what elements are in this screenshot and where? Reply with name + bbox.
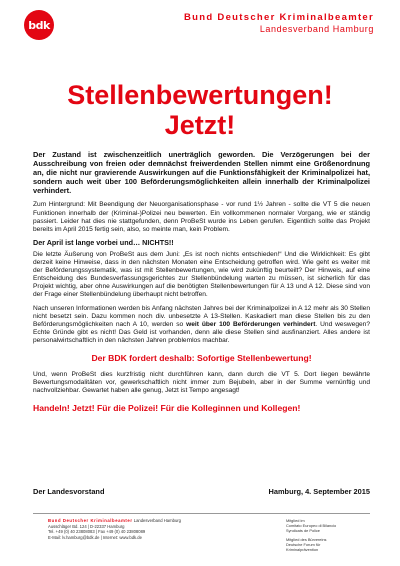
footer-email[interactable]: E-Mail: lv.hamburg@bdk.de | Internet: www.bdk.de <box>48 534 142 540</box>
title-line-2: Jetzt! <box>164 110 236 140</box>
paragraph-vt5: Und, wenn ProBeSt dies kurzfristig nicht durchführen kann, dann durch die VT 5. Dort liegen bewährte Bewertungsmodalitäten vor, gewerkschaftlich nicht immer zum Bejubeln, aber in der Summe vernünftig und nachvollziehbar. Gewartet haben alle genug, Jetzt ist Tempo angesagt! <box>33 370 370 395</box>
membership-1-line-2: Comitato Europeo di Bilancio <box>286 523 337 529</box>
document-body <box>33 150 370 419</box>
footer-org-sub: Landesverband Hamburg <box>133 518 181 523</box>
paragraph-background: Zum Hintergrund: Mit Beendigung der Neuorganisationsphase - vor rund 1½ Jahren - sollte die VT 5 die neuen Funktionen innerhalb der (Kriminal-)Polizei neu bewerten. Ein vollkommenen normaler Vorgang, wie er ständig passiert. Leider hat dies nie stattgefunden, denn ProBeSt wurde ins Leben gerufen. Eigentlich sollte das Projekt bereits im April 2015 fertig sein, also, so meinte man, kein Problem. <box>33 201 370 233</box>
paragraph-stellen-start: Nach unseren Informationen werden bis Anfang nächsten Jahres bei der Kriminalpolizei in A 12 mehr als 30 Stellen nicht besetzt sein. Dazu kommen noch div. unbesetzte A 13-Stellen. Kaskadiert man diese Stellen bis zu den Beförderungsmöglichkeiten nach A 10, werden so <box>33 304 370 328</box>
signature-author: Der Landesvorstand <box>33 487 105 496</box>
signature-line <box>33 487 370 496</box>
org-header <box>184 12 374 34</box>
footer-address: Ausschläger Bd. 124 | D-22337 Hamburg <box>48 523 125 529</box>
membership-2-line-2: Deutsche Forum für <box>286 542 321 548</box>
demand-heading: Der BDK fordert deshalb: Sofortige Stellenbewertung! <box>91 352 312 363</box>
appeal-line: Handeln! Jetzt! Für die Polizei! Für die Kolleginnen und Kollegen! <box>33 403 301 414</box>
logo-text: bdk <box>28 18 50 32</box>
lead-paragraph: Der Zustand ist zwischenzeitlich unerträglich geworden. Die Verzögerungen bei der Ausschreibung von freien oder demnächst freiwerdenden Stellen nimmt eine Größenordnung an, die nicht nur gravierende Auswirkungen auf die Funktionsfähigkeit der Kriminalpolizei hat, sondern auch weit über 100 Beförderungsmöglichkeiten allein innerhalb der Kriminalpolizei verhindert. <box>33 150 370 196</box>
membership-2-line-3: Kriminalprävention <box>286 547 319 553</box>
membership-2-line-1: Mitglied des Bürvereins <box>286 537 327 543</box>
paragraph-probest: Die letzte Äußerung von ProBeSt aus dem Juni: „Es ist noch nichts entschieden!“ Und die Wirklichkeit: Es gibt derzeit keine Hinweise, dass in den nächsten Monaten eine Entscheidung getroffen wird. Wie geht es weiter mit der Beförderungssystematik, was ist mit Stellenbewertungen, wie wird zukünftig beurteilt? Der Hinweis, auf eine Entscheidung des Bundesverfassungsgerichtes zur Stellenbündelung warten zu müssen, ist sicherlich für das Projekt wichtig, aber ohne Auswirkungen auf die benötigten Stellenbewertungen für A 13 und A 12. Diese sind von der Frage einer Stellenbündelung überhaupt nicht betroffen. <box>33 250 370 299</box>
footer-org-name: Bund Deutscher Kriminalbeamter <box>48 518 133 523</box>
title-line-1: Stellenbewertungen! <box>67 80 333 110</box>
footer-memberships <box>286 518 336 553</box>
membership-1-line-1: Mitglied im <box>286 518 305 523</box>
org-name: Bund Deutscher Kriminalbeamter <box>184 12 374 23</box>
membership-1-line-3: Syndicats de Police <box>286 528 320 534</box>
footer-phone: Tel. +49 (0) 40 23808083 | Fax +49 (0) 40 23808089 <box>48 529 146 535</box>
paragraph-stellen <box>33 305 370 345</box>
signature-date: Hamburg, 4. September 2015 <box>268 487 370 496</box>
org-subtitle: Landesverband Hamburg <box>259 24 374 34</box>
subheading: Der April ist lange vorbei und… NICHTS!! <box>33 237 174 247</box>
footer-divider <box>33 513 370 514</box>
footer-contact <box>48 518 181 540</box>
bdk-logo <box>24 10 54 40</box>
paragraph-stellen-end: . Und weswegen? Echte Gründe gibt es nicht! Das Geld ist vorhanden, denn alle diese Stellen sind ausfinanziert. Alles andere ist personalwirtschaftlich in den nächsten Jahren problemlos machbar. <box>33 320 370 344</box>
paragraph-stellen-bold: weit über 100 Beförderungen verhindert <box>186 320 316 328</box>
page-title <box>0 80 400 140</box>
